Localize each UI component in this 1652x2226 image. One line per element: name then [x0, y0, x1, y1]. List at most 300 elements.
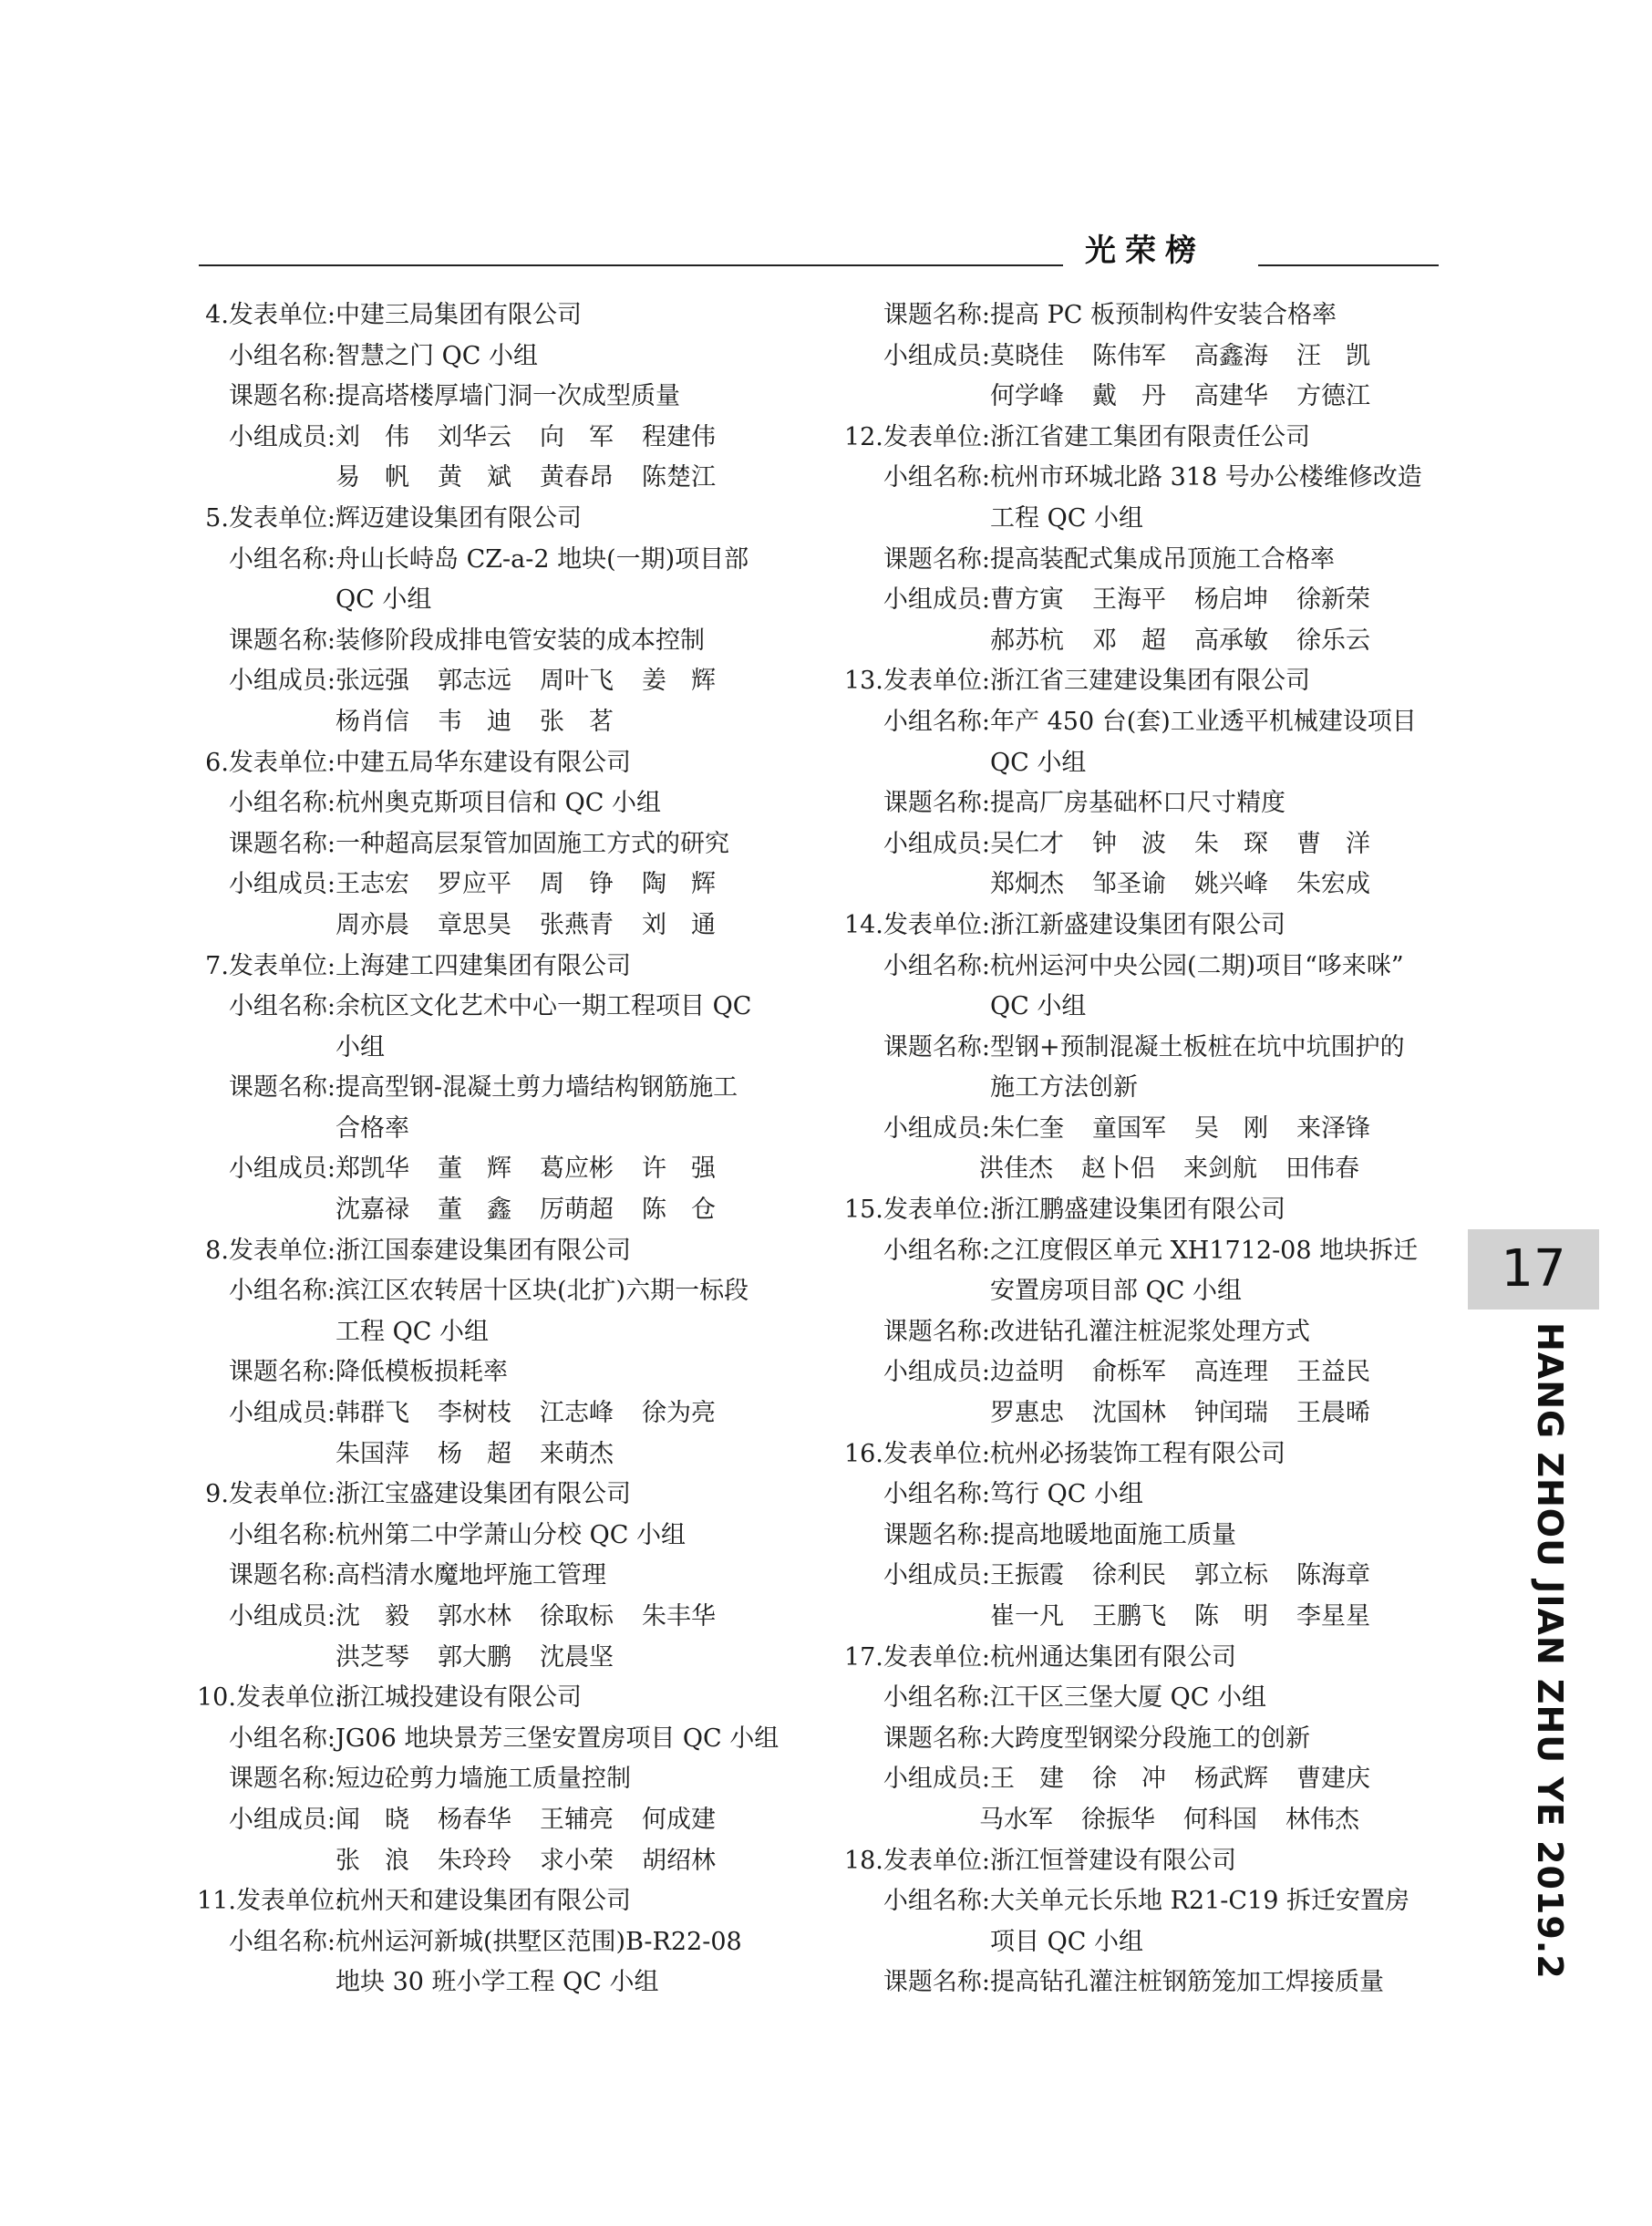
- member-list: [336, 667, 744, 695]
- member-name: 戴 丹: [1092, 382, 1166, 411]
- member-name: 来萌杰: [540, 1439, 614, 1468]
- field-label: 小组成员:: [228, 1805, 336, 1834]
- entry-unit-line: [197, 1475, 817, 1516]
- field-value: 浙江城投建设有限公司: [336, 1683, 582, 1713]
- field-label: 小组成员:: [883, 1113, 990, 1143]
- entry-unit-line: [197, 1881, 817, 1922]
- member-list: [336, 1602, 744, 1631]
- member-name: 刘华云: [438, 422, 511, 451]
- entry-unit-line: [197, 947, 817, 988]
- field-value: 提高型钢-混凝土剪力墙结构钢筋施工: [336, 1073, 738, 1103]
- field-value: 浙江鹏盛建设集团有限公司: [990, 1196, 1285, 1225]
- entry-field-line: [837, 1678, 1457, 1719]
- member-name: 王振霞: [990, 1561, 1064, 1590]
- member-name: 田伟春: [1285, 1154, 1359, 1184]
- member-name: 刘 伟: [336, 422, 409, 451]
- member-name: 杨 超: [438, 1439, 511, 1468]
- field-label: 小组成员:: [883, 829, 990, 858]
- field-label: 6.发表单位:: [205, 748, 336, 777]
- field-value-continued: 合格率: [336, 1113, 409, 1143]
- member-name: 陶 辉: [642, 870, 716, 899]
- member-name: 朱 琛: [1194, 829, 1268, 858]
- field-label: 课题名称:: [883, 1317, 990, 1346]
- member-list: [336, 1154, 744, 1183]
- entry-field-line: [837, 1516, 1457, 1557]
- member-name: 沈晨坚: [540, 1642, 614, 1672]
- entry-unit-line: [197, 1231, 817, 1272]
- member-name: 韩群飞: [336, 1399, 409, 1428]
- member-name: 郭志远: [438, 667, 511, 696]
- member-name: 沈国林: [1092, 1399, 1166, 1428]
- entry-members-continuation-line: [837, 1149, 1457, 1190]
- entry-members-line: [837, 1759, 1457, 1800]
- field-value: 中建五局华东建设有限公司: [336, 748, 631, 777]
- entry-field-line: [837, 1475, 1457, 1516]
- member-name: 林伟杰: [1285, 1805, 1359, 1834]
- member-name: 朱丰华: [642, 1602, 716, 1631]
- field-label: 课题名称:: [883, 1520, 990, 1549]
- entry-field-line: [197, 1068, 817, 1109]
- field-value-continued: 安置房项目部 QC 小组: [990, 1277, 1242, 1306]
- entry-members-line: [837, 1352, 1457, 1393]
- field-value: 提高厂房基础杯口尺寸精度: [990, 789, 1285, 818]
- member-name: 王 建: [990, 1765, 1064, 1794]
- field-label: 11.发表单位:: [197, 1887, 344, 1916]
- field-label: 小组名称:: [228, 544, 336, 574]
- field-label: 课题名称:: [228, 1561, 336, 1590]
- entry-continuation-line: [837, 1922, 1457, 1963]
- field-label: 小组名称:: [883, 463, 990, 492]
- entry-members-line: [837, 580, 1457, 621]
- entry-unit-line: [837, 1190, 1457, 1231]
- member-name: 吴仁才: [990, 829, 1064, 858]
- field-label: 课题名称:: [228, 626, 336, 655]
- member-name: 周 铮: [540, 870, 614, 899]
- field-label: 小组名称:: [228, 1520, 336, 1549]
- field-label: 小组名称:: [228, 1927, 336, 1956]
- entry-field-line: [197, 1922, 817, 1963]
- member-name: 徐新荣: [1296, 585, 1370, 615]
- entry-field-line: [197, 621, 817, 662]
- field-label: 8.发表单位:: [205, 1236, 336, 1265]
- member-list: [837, 621, 1399, 662]
- member-name: 洪佳杰: [979, 1154, 1053, 1184]
- member-name: 葛应彬: [540, 1154, 614, 1184]
- field-value: 年产 450 台(套)工业透平机械建设项目: [990, 707, 1417, 736]
- member-name: 马水军: [979, 1805, 1053, 1834]
- field-label: 课题名称:: [883, 301, 990, 329]
- entry-members-line: [837, 336, 1457, 378]
- entry-field-line: [837, 458, 1457, 499]
- field-value: 提高装配式集成吊顶施工合格率: [990, 544, 1335, 574]
- member-name: 张燕青: [540, 910, 614, 939]
- member-name: 曹建庆: [1296, 1765, 1370, 1794]
- field-value: 提高地暖地面施工质量: [990, 1520, 1236, 1549]
- field-value: 智慧之门 QC 小组: [336, 341, 538, 370]
- member-name: 杨武辉: [1194, 1765, 1268, 1794]
- member-name: 王志宏: [336, 870, 409, 899]
- field-label: 12.发表单位:: [843, 422, 990, 451]
- field-value: 余杭区文化艺术中心一期工程项目 QC: [336, 992, 752, 1021]
- right-column: [837, 295, 1457, 2003]
- member-name: 钟闰瑞: [1194, 1399, 1268, 1428]
- member-name: 刘 通: [642, 910, 716, 939]
- field-value: 浙江恒誉建设有限公司: [990, 1846, 1236, 1875]
- field-value: 型钢+预制混凝土板桩在坑中坑围护的: [990, 1032, 1405, 1061]
- field-label: 小组成员:: [883, 1765, 990, 1794]
- entry-field-line: [837, 295, 1457, 336]
- entry-field-line: [197, 987, 817, 1028]
- field-label: 课题名称:: [883, 789, 990, 818]
- field-label: 5.发表单位:: [205, 503, 336, 533]
- entry-field-line: [197, 336, 817, 378]
- header-rule-right: [1258, 264, 1439, 266]
- entry-field-line: [197, 1516, 817, 1557]
- entry-members-line: [837, 1556, 1457, 1597]
- member-name: 周叶飞: [540, 667, 614, 696]
- field-label: 小组名称:: [883, 1480, 990, 1509]
- member-name: 李星星: [1296, 1602, 1370, 1631]
- field-label: 17.发表单位:: [843, 1642, 990, 1672]
- entry-members-continuation-line: [837, 1597, 1457, 1638]
- field-label: 小组名称:: [228, 789, 336, 818]
- entry-field-line: [837, 1719, 1457, 1760]
- field-label: 小组名称:: [883, 1887, 990, 1916]
- left-column: [197, 295, 817, 2003]
- member-name: 徐振华: [1081, 1805, 1155, 1834]
- member-list: [197, 1190, 744, 1231]
- member-name: 郭大鹏: [438, 1642, 511, 1672]
- member-name: 杨春华: [438, 1805, 511, 1834]
- field-label: 小组成员:: [883, 585, 990, 615]
- member-name: 董 辉: [438, 1154, 511, 1184]
- member-name: 求小荣: [540, 1846, 614, 1875]
- member-name: 陈海章: [1296, 1561, 1370, 1590]
- member-name: 汪 凯: [1296, 341, 1370, 370]
- field-label: 4.发表单位:: [205, 301, 336, 329]
- field-label: 小组名称:: [228, 1277, 336, 1306]
- member-name: 董 鑫: [438, 1196, 511, 1225]
- member-name: 高鑫海: [1194, 341, 1268, 370]
- member-name: 胡绍林: [642, 1846, 716, 1875]
- member-name: 陈 仓: [642, 1196, 716, 1225]
- entry-unit-line: [197, 499, 817, 540]
- field-value: 装修阶段成排电管安装的成本控制: [336, 626, 705, 655]
- member-list: [336, 870, 744, 898]
- entry-members-continuation-line: [197, 1434, 817, 1475]
- member-name: 朱宏成: [1296, 870, 1370, 899]
- field-value: 江干区三堡大厦 QC 小组: [990, 1683, 1266, 1713]
- field-value: 上海建工四建集团有限公司: [336, 951, 631, 980]
- field-value-continued: QC 小组: [990, 992, 1087, 1021]
- member-name: 王辅亮: [540, 1805, 614, 1834]
- member-name: 何科国: [1183, 1805, 1257, 1834]
- entry-unit-line: [837, 661, 1457, 702]
- member-name: 郑凯华: [336, 1154, 409, 1184]
- entry-members-continuation-line: [837, 1393, 1457, 1434]
- field-label: 10.发表单位:: [197, 1683, 344, 1713]
- entry-continuation-line: [197, 1109, 817, 1150]
- entry-unit-line: [837, 1841, 1457, 1882]
- field-value: 改进钻孔灌注桩泥浆处理方式: [990, 1317, 1310, 1346]
- field-label: 15.发表单位:: [843, 1196, 990, 1225]
- member-name: 边益明: [990, 1358, 1064, 1387]
- entry-members-line: [197, 865, 817, 906]
- field-value: 之江度假区单元 XH1712-08 地块拆迁: [990, 1236, 1419, 1265]
- entry-field-line: [197, 377, 817, 418]
- member-name: 郑炯杰: [990, 870, 1064, 899]
- member-list: [990, 585, 1399, 614]
- entry-field-line: [837, 1231, 1457, 1272]
- field-label: 课题名称:: [883, 544, 990, 574]
- entry-members-line: [197, 1393, 817, 1434]
- field-value: 舟山长峙岛 CZ-a-2 地块(一期)项目部: [336, 544, 749, 574]
- member-name: 陈楚江: [642, 463, 716, 492]
- member-list: [336, 423, 744, 451]
- field-label: 课题名称:: [228, 1358, 336, 1387]
- field-value: 提高塔楼厚墙门洞一次成型质量: [336, 382, 680, 411]
- entry-field-line: [837, 1881, 1457, 1922]
- member-name: 徐利民: [1092, 1561, 1166, 1590]
- entry-unit-line: [837, 906, 1457, 947]
- entry-continuation-line: [197, 1028, 817, 1069]
- entry-members-line: [197, 1800, 817, 1841]
- member-name: 李树枝: [438, 1399, 511, 1428]
- member-list: [990, 1765, 1399, 1793]
- field-value: 短边砼剪力墙施工质量控制: [336, 1765, 631, 1794]
- entry-unit-line: [197, 295, 817, 336]
- field-label: 18.发表单位:: [843, 1846, 990, 1875]
- field-value: 一种超高层泵管加固施工方式的研究: [336, 829, 729, 858]
- member-name: 王海平: [1092, 585, 1166, 615]
- member-name: 郭立标: [1194, 1561, 1268, 1590]
- field-label: 小组名称:: [883, 707, 990, 736]
- entry-members-continuation-line: [837, 865, 1457, 906]
- field-value: 杭州奥克斯项目信和 QC 小组: [336, 789, 661, 818]
- entry-field-line: [197, 783, 817, 824]
- field-value: 降低模板损耗率: [336, 1358, 508, 1387]
- entry-members-line: [837, 824, 1457, 865]
- member-name: 朱玲玲: [438, 1846, 511, 1875]
- member-list: [837, 1393, 1399, 1434]
- field-value-continued: 项目 QC 小组: [990, 1927, 1143, 1956]
- field-value: 提高 PC 板预制构件安装合格率: [990, 301, 1337, 329]
- entry-field-line: [197, 540, 817, 581]
- member-list: [197, 1638, 642, 1679]
- entry-unit-line: [197, 743, 817, 784]
- field-label: 7.发表单位:: [205, 951, 336, 980]
- member-list: [197, 906, 744, 947]
- field-label: 课题名称:: [883, 1032, 990, 1061]
- member-list: [990, 1561, 1399, 1589]
- entry-members-line: [197, 1597, 817, 1638]
- field-label: 小组成员:: [883, 341, 990, 370]
- member-name: 童国军: [1092, 1113, 1166, 1143]
- field-value: 笃行 QC 小组: [990, 1480, 1143, 1509]
- field-label: 小组成员:: [883, 1561, 990, 1590]
- page-number-tab: 17: [1468, 1229, 1599, 1310]
- member-name: 曹方寅: [990, 585, 1064, 615]
- field-label: 课题名称:: [228, 829, 336, 858]
- field-value: 大跨度型钢梁分段施工的创新: [990, 1724, 1310, 1753]
- field-label: 课题名称:: [228, 382, 336, 411]
- field-value: 提高钻孔灌注桩钢筋笼加工焊接质量: [990, 1968, 1384, 1997]
- member-name: 郝苏杭: [990, 626, 1064, 655]
- member-name: 章思昊: [438, 910, 511, 939]
- member-name: 王益民: [1296, 1358, 1370, 1387]
- header-rule-left: [199, 264, 1063, 266]
- member-name: 罗应平: [438, 870, 511, 899]
- entry-field-line: [837, 947, 1457, 988]
- member-list: [990, 1358, 1399, 1386]
- field-value-continued: 工程 QC 小组: [990, 503, 1143, 533]
- entry-unit-line: [837, 1434, 1457, 1475]
- member-list: [197, 1434, 642, 1475]
- entry-members-line: [197, 661, 817, 702]
- entry-field-line: [837, 540, 1457, 581]
- member-name: 张远强: [336, 667, 409, 696]
- member-name: 沈嘉禄: [336, 1196, 409, 1225]
- field-label: 小组成员:: [228, 1602, 336, 1631]
- field-value: 杭州天和建设集团有限公司: [336, 1887, 631, 1916]
- entry-unit-line: [197, 1678, 817, 1719]
- member-name: 何成建: [642, 1805, 716, 1834]
- field-label: 小组名称:: [883, 1683, 990, 1713]
- member-list: [197, 1841, 744, 1882]
- member-name: 曹 洋: [1296, 829, 1370, 858]
- member-name: 何学峰: [990, 382, 1064, 411]
- entry-members-line: [197, 418, 817, 459]
- member-name: 张 浪: [336, 1846, 409, 1875]
- field-label: 小组名称:: [228, 341, 336, 370]
- field-label: 课题名称:: [883, 1968, 990, 1997]
- member-list: [197, 702, 642, 743]
- entry-continuation-line: [837, 743, 1457, 784]
- field-value-continued: QC 小组: [990, 748, 1087, 777]
- member-name: 程建伟: [642, 422, 716, 451]
- member-name: 高建华: [1194, 382, 1268, 411]
- member-name: 江志峰: [540, 1399, 614, 1428]
- member-name: 邓 超: [1092, 626, 1166, 655]
- member-name: 崔一凡: [990, 1602, 1064, 1631]
- field-value: 浙江国泰建设集团有限公司: [336, 1236, 631, 1265]
- member-name: 姚兴峰: [1194, 870, 1268, 899]
- field-value: 辉迈建设集团有限公司: [336, 503, 582, 533]
- member-list: [990, 342, 1399, 370]
- field-label: 14.发表单位:: [843, 910, 990, 939]
- member-list: [990, 830, 1399, 858]
- member-name: 俞栎军: [1092, 1358, 1166, 1387]
- member-list: [826, 1800, 1388, 1841]
- field-label: 小组名称:: [883, 951, 990, 980]
- field-value: 杭州运河新城(拱墅区范围)B-R22-08: [336, 1927, 742, 1956]
- field-value: 浙江新盛建设集团有限公司: [990, 910, 1285, 939]
- member-name: 莫晓佳: [990, 341, 1064, 370]
- field-value: 浙江宝盛建设集团有限公司: [336, 1480, 631, 1509]
- field-value-continued: 地块 30 班小学工程 QC 小组: [336, 1968, 659, 1997]
- member-list: [837, 377, 1399, 418]
- member-name: 高承敏: [1194, 626, 1268, 655]
- member-name: 许 强: [642, 1154, 716, 1184]
- field-value: 浙江省建工集团有限责任公司: [990, 422, 1310, 451]
- entry-field-line: [837, 1962, 1457, 2003]
- member-name: 陈伟军: [1092, 341, 1166, 370]
- field-value: JG06 地块景芳三堡安置房项目 QC 小组: [336, 1724, 780, 1753]
- entry-members-continuation-line: [197, 1841, 817, 1882]
- member-name: 方德江: [1296, 382, 1370, 411]
- entry-field-line: [197, 824, 817, 865]
- field-label: 9.发表单位:: [205, 1480, 336, 1509]
- field-label: 小组成员:: [228, 1399, 336, 1428]
- entry-field-line: [837, 1312, 1457, 1353]
- member-name: 厉萌超: [540, 1196, 614, 1225]
- member-name: 徐乐云: [1296, 626, 1370, 655]
- member-name: 黄春昂: [540, 463, 614, 492]
- entry-field-line: [197, 1556, 817, 1597]
- field-value: 大关单元长乐地 R21-C19 拆迁安置房: [990, 1887, 1409, 1916]
- entry-field-line: [197, 1352, 817, 1393]
- entry-members-continuation-line: [197, 1190, 817, 1231]
- member-list: [826, 1149, 1388, 1190]
- field-value-continued: QC 小组: [336, 585, 432, 615]
- entry-field-line: [837, 702, 1457, 743]
- member-list: [336, 1399, 744, 1427]
- member-list: [990, 1114, 1399, 1143]
- member-name: 周亦晨: [336, 910, 409, 939]
- entry-continuation-line: [197, 1962, 817, 2003]
- entry-field-line: [197, 1759, 817, 1800]
- member-name: 沈 毅: [336, 1602, 409, 1631]
- field-value: 中建三局集团有限公司: [336, 301, 582, 329]
- field-label: 小组成员:: [228, 1154, 336, 1184]
- member-name: 朱国萍: [336, 1439, 409, 1468]
- member-name: 郭水林: [438, 1602, 511, 1631]
- entry-members-continuation-line: [197, 458, 817, 499]
- entry-continuation-line: [197, 1312, 817, 1353]
- member-name: 王晨晞: [1296, 1399, 1370, 1428]
- entry-members-continuation-line: [197, 906, 817, 947]
- entry-members-continuation-line: [837, 1800, 1457, 1841]
- member-name: 钟 波: [1092, 829, 1166, 858]
- member-name: 徐为亮: [642, 1399, 716, 1428]
- member-list: [837, 1597, 1399, 1638]
- field-value: 浙江省三建建设集团有限公司: [990, 667, 1310, 696]
- section-title: 光荣榜: [1085, 233, 1205, 269]
- field-label: 13.发表单位:: [843, 667, 990, 696]
- member-name: 罗惠忠: [990, 1399, 1064, 1428]
- entry-field-line: [197, 1719, 817, 1760]
- magazine-vertical-title: HANG ZHOU JIAN ZHU YE 2019.2: [1530, 1322, 1570, 1980]
- entry-field-line: [197, 1271, 817, 1312]
- member-name: 杨启坤: [1194, 585, 1268, 615]
- member-name: 张 茗: [540, 707, 614, 736]
- member-name: 黄 斌: [438, 463, 511, 492]
- field-label: 课题名称:: [228, 1073, 336, 1103]
- field-value: 杭州运河中央公园(二期)项目“哆来咪”: [990, 951, 1404, 980]
- entry-unit-line: [837, 418, 1457, 459]
- field-value: 高档清水魔地坪施工管理: [336, 1561, 606, 1590]
- entry-field-line: [837, 1028, 1457, 1069]
- entry-continuation-line: [837, 499, 1457, 540]
- field-label: 小组成员:: [883, 1358, 990, 1387]
- entry-members-continuation-line: [197, 702, 817, 743]
- field-label: 16.发表单位:: [843, 1439, 990, 1468]
- entry-members-continuation-line: [197, 1638, 817, 1679]
- field-value-continued: 施工方法创新: [990, 1073, 1138, 1103]
- field-value-continued: 小组: [336, 1032, 385, 1061]
- member-name: 来泽锋: [1296, 1113, 1370, 1143]
- field-label: 小组成员:: [228, 870, 336, 899]
